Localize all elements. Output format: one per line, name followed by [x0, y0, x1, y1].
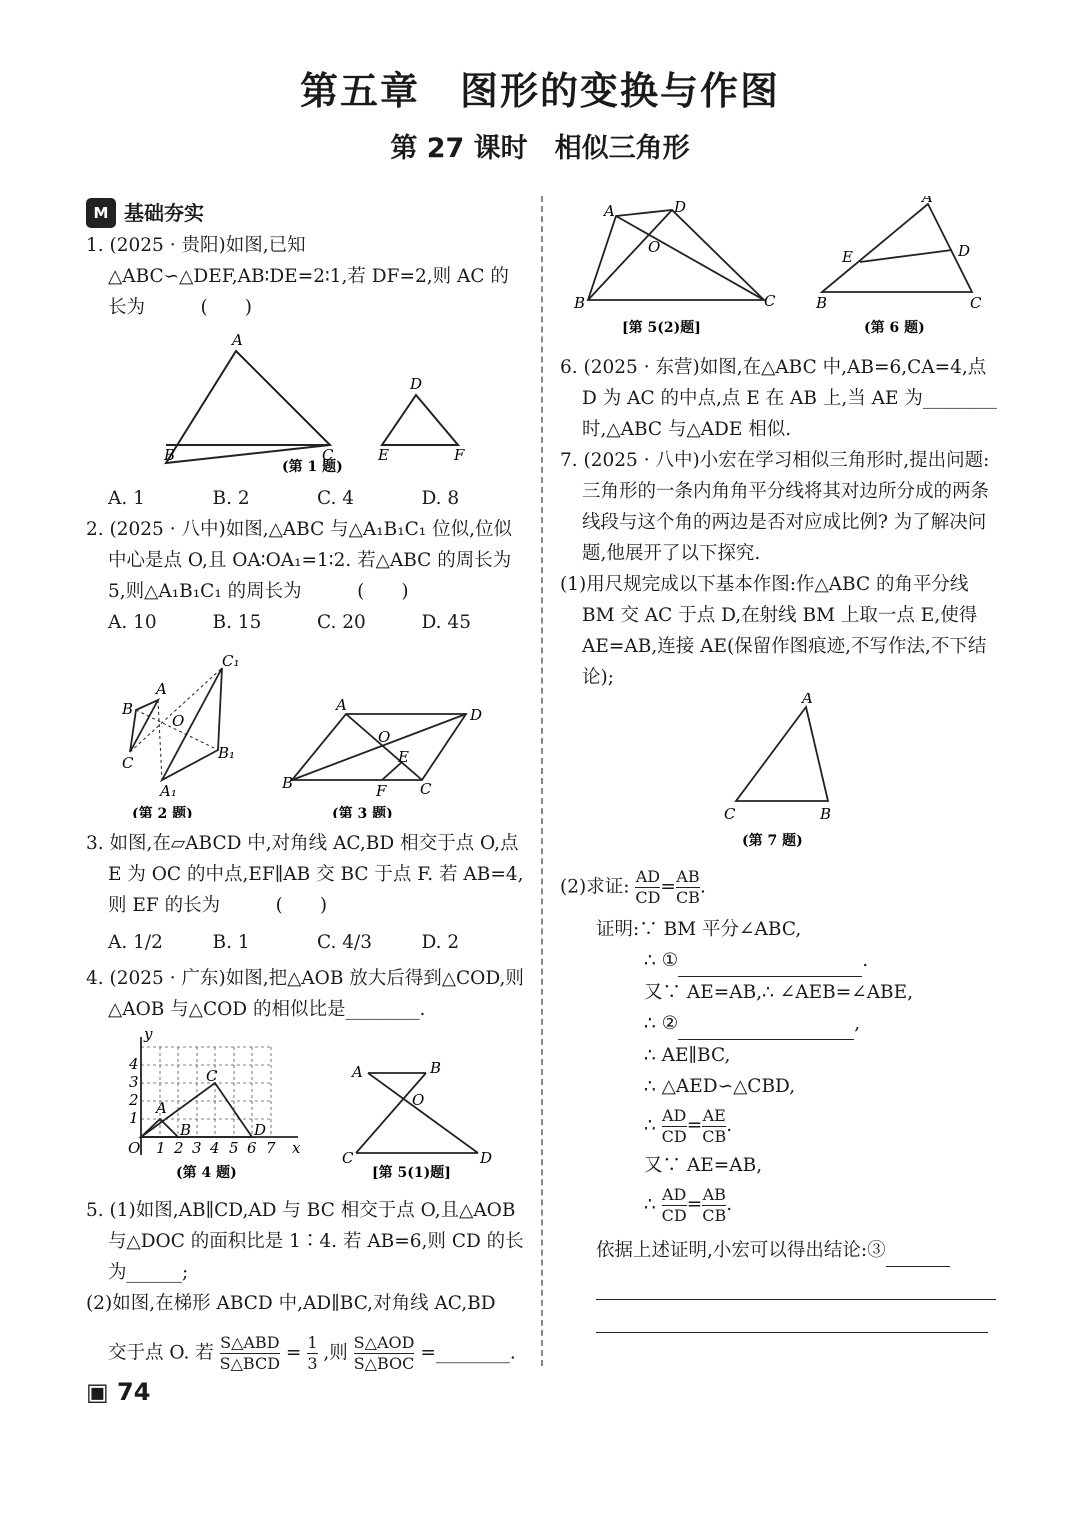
dash-cc1 — [130, 668, 222, 752]
denominator: CB — [702, 1126, 727, 1146]
fraction-ad-cd — [662, 1106, 687, 1147]
question-4-stem: 4. (2025 · 广东)如图,把△AOB 放大后得到△COD,则△AOB 与△COD 的相似比是________. — [86, 968, 524, 1020]
svg-text:7: 7 — [266, 1139, 276, 1157]
label-a: A — [336, 696, 347, 714]
label-a: A — [232, 331, 243, 349]
question-3-stem: 3. 如图,在▱ABCD 中,对角线 AC,BD 相交于点 O,点 E 为 OC 的中点,EF∥AB 交 BC 于点 F. 若 AB=4,则 EF 的长为 ( ) — [86, 833, 524, 916]
label-e: E — [378, 446, 389, 464]
diagonal-ac — [346, 714, 422, 780]
caption-q2: (第 2 题) — [132, 806, 193, 818]
caption-q5-2: [第 5(2)题] — [622, 320, 701, 336]
fraction-ab-cb — [676, 867, 700, 908]
label-a: A — [156, 1099, 167, 1117]
right-column — [560, 196, 1000, 1333]
label-o: O — [172, 712, 185, 730]
label-c: C — [342, 1149, 354, 1167]
option-a[interactable]: A. 10 — [108, 612, 157, 633]
numerator: 1 — [307, 1333, 318, 1352]
option-b[interactable]: B. 1 — [212, 931, 250, 953]
proof-line-8: 又∵ AE=AB, — [644, 1155, 763, 1176]
svg-text:5: 5 — [229, 1139, 239, 1157]
figure-q7 — [560, 693, 1000, 853]
svg-text:1: 1 — [129, 1109, 139, 1127]
option-c[interactable]: C. 4/3 — [317, 931, 373, 953]
label-x: x — [292, 1139, 301, 1157]
svg-text:2: 2 — [174, 1139, 184, 1157]
figure-q2-q3 — [86, 638, 526, 818]
label-a1: A₁ — [160, 782, 177, 800]
figure-q1 — [86, 323, 526, 473]
q5-equals: = — [285, 1342, 302, 1364]
numerator: AD — [662, 1184, 687, 1204]
lesson-title: 第 27 课时 相似三角形 — [390, 133, 690, 164]
fraction-s-abd-s-bcd — [220, 1333, 280, 1374]
answer-blank-3[interactable] — [886, 1235, 950, 1267]
label-c: C — [764, 292, 776, 310]
question-7-stem: 7. (2025 · 八中)小宏在学习相似三角形时,提出问题:三角形的一条内角角平分线将其对边所分成的两条线段与这个角的两边是否对应成比例? 为了解决问题,他展开了以下探究. — [560, 450, 990, 564]
caption-q4: (第 4 题) — [176, 1165, 237, 1181]
segment-bc — [356, 1073, 426, 1153]
svg-text:1: 1 — [156, 1139, 166, 1157]
proof-line-3: 又∵ AE=AB,∴ ∠AEB=∠ABE, — [644, 982, 914, 1003]
figure-q4-q5-1 — [86, 1025, 526, 1185]
label-a: A — [802, 693, 813, 707]
label-c: C — [122, 754, 134, 772]
label-d: D — [480, 1149, 493, 1167]
question-2-stem: 2. (2025 · 八中)如图,△ABC 与△A₁B₁C₁ 位似,位似中心是点 O,且 OA∶OA₁=1∶2. 若△ABC 的周长为 5,则△A₁B₁C₁ 的周长为 ( ) — [86, 519, 512, 602]
question-6-stem: 6. (2025 · 东营)如图,在△ABC 中,AB=6,CA=4,点 D 为 AC 的中点,点 E 在 AB 上,当 AE 为________时,△ABC 与△ADE 相似. — [560, 357, 997, 440]
fraction-ad-cd — [635, 867, 660, 908]
proof-line-7: ∴ $\frac{AD}{CD}$ = $\frac{AE}{CB}$ . — [644, 1105, 733, 1146]
denominator: S△BCD — [219, 1354, 281, 1373]
caption-q6: (第 6 题) — [864, 320, 925, 336]
question-5-part1: 5. (1)如图,AB∥CD,AD 与 BC 相交于点 O,且△AOB 与△DOC 的面积比是 1∶4. 若 AB=6,则 CD 的长为______; — [86, 1200, 524, 1283]
options-q2 — [86, 607, 526, 638]
denominator: CD — [661, 1205, 687, 1225]
question-7-part2: (2)求证: $\frac{AD}{CD}$ = $\frac{AB}{CB}$ . — [560, 867, 706, 907]
options-q1 — [86, 483, 526, 514]
svg-text:3: 3 — [129, 1073, 139, 1091]
label-d: D — [674, 198, 687, 216]
numerator: AD — [662, 1105, 687, 1125]
question-7-part1: (1)用尺规完成以下基本作图:作△ABC 的角平分线 BM 交 AC 于点 D,在射线 BM 上取一点 E,使得 AE=AB,连接 AE(保留作图痕迹,不写作法,不下结论); — [560, 574, 987, 688]
left-column — [86, 196, 526, 1374]
label-b: B — [122, 700, 134, 718]
fraction-one-third — [307, 1333, 317, 1374]
column-divider — [541, 196, 543, 1366]
answer-blank-1[interactable] — [678, 945, 862, 977]
svg-text:6: 6 — [247, 1139, 257, 1157]
svg-text:3: 3 — [192, 1139, 202, 1157]
svg-text:2: 2 — [129, 1091, 139, 1109]
label-b: B — [430, 1059, 442, 1077]
numerator: S△ABD — [220, 1333, 280, 1352]
dash-aa1 — [158, 700, 162, 780]
label-d: D — [410, 375, 423, 393]
label-f: F — [454, 446, 465, 464]
proof-line-6: ∴ △AED∽△CBD, — [644, 1076, 796, 1097]
figure-q5-2-q6 — [560, 196, 1000, 342]
question-1-stem: 1. (2025 · 贵阳)如图,已知△ABC∽△DEF,AB∶DE=2∶1,若 DF=2,则 AC 的长为 ( ) — [86, 235, 509, 318]
options-q3 — [86, 921, 526, 963]
label-b: B — [816, 294, 828, 312]
answer-blank-2[interactable] — [678, 1008, 854, 1040]
proof-line-2: ∴ ① . — [560, 945, 1000, 977]
option-b[interactable]: B. 15 — [212, 612, 262, 633]
answer-line-1[interactable] — [596, 1281, 996, 1300]
option-d[interactable]: D. 45 — [421, 612, 471, 633]
label-a: A — [352, 1063, 363, 1081]
caption-q3: (第 3 题) — [332, 806, 393, 818]
conclusion-text: 依据上述证明,小宏可以得出结论:③ — [596, 1240, 886, 1261]
denominator: CB — [675, 888, 700, 907]
option-c[interactable]: C. 20 — [317, 612, 366, 633]
triangle-abc — [166, 351, 330, 463]
triangle-abc — [736, 707, 828, 801]
proof-block — [560, 914, 1000, 1333]
proof-line-5: ∴ AE∥BC, — [644, 1045, 731, 1066]
question-5-part2: (2)如图,在梯形 ABCD 中,AD∥BC,对角线 AC,BD — [86, 1293, 496, 1314]
label-o: O — [412, 1091, 425, 1109]
label-c: C — [206, 1067, 218, 1085]
option-b[interactable]: B. 2 — [212, 488, 250, 509]
option-d[interactable]: D. 2 — [421, 931, 460, 953]
label-a: A — [922, 196, 933, 206]
segment-ed — [860, 250, 952, 262]
label-b: B — [180, 1121, 192, 1139]
conclusion-line — [560, 1235, 1000, 1267]
numerator: AE — [702, 1105, 726, 1125]
label-a: A — [156, 680, 167, 698]
triangle-a1b1c1 — [162, 668, 222, 780]
proof-line-9: ∴ $\frac{AD}{CD}$ = $\frac{AB}{CB}$ . — [644, 1184, 733, 1225]
section-header — [86, 196, 526, 230]
label-d: D — [254, 1121, 267, 1139]
denominator: S△BOC — [353, 1354, 415, 1373]
q5-text-a: 交于点 O. 若 — [108, 1342, 214, 1364]
fraction-ae-cb — [702, 1106, 726, 1147]
proof-line-4: ∴ ② , — [560, 1008, 1000, 1040]
label-c: C — [322, 446, 334, 464]
option-a[interactable]: A. 1 — [108, 488, 145, 509]
label-d: D — [958, 242, 971, 260]
proof-step-1: ∴ ① — [644, 950, 679, 971]
trapezoid-abcd — [588, 210, 764, 300]
denominator: CD — [661, 1126, 687, 1146]
label-a: A — [604, 202, 615, 220]
numerator: AD — [635, 867, 661, 886]
numerator: AB — [676, 867, 700, 886]
answer-blank-q5-2[interactable]: =________. — [420, 1342, 516, 1364]
label-b: B — [820, 805, 832, 823]
label-b: B — [164, 446, 176, 464]
numerator: AB — [702, 1184, 726, 1204]
section-icon: M — [86, 198, 116, 228]
q5-text-c: ,则 — [323, 1342, 348, 1364]
numerator: S△AOD — [353, 1333, 415, 1352]
proof-step-2: ∴ ② — [644, 1013, 679, 1034]
label-d: D — [470, 706, 483, 724]
label-c: C — [970, 294, 982, 312]
fraction-ab-cb — [702, 1185, 726, 1226]
segment-ad — [368, 1073, 478, 1153]
option-c[interactable]: C. 4 — [317, 488, 355, 509]
caption-q7: (第 7 题) — [742, 833, 803, 849]
q7-p2-label: (2)求证: — [560, 876, 630, 898]
denominator: CD — [635, 888, 661, 907]
caption-q5-1: [第 5(1)题] — [372, 1165, 451, 1181]
proof-line-1: 证明:∵ BM 平分∠ABC, — [596, 919, 802, 940]
caption-q1: (第 1 题) — [282, 459, 343, 473]
fraction-s-aod-s-boc — [354, 1333, 415, 1374]
label-o: O — [648, 238, 661, 256]
label-e: E — [398, 748, 409, 766]
label-y: y — [144, 1025, 153, 1043]
label-e: E — [842, 248, 853, 266]
triangle-abc-small — [130, 700, 158, 752]
option-d[interactable]: D. 8 — [421, 488, 460, 509]
label-b: B — [282, 774, 294, 792]
label-f: F — [376, 782, 387, 800]
axis-ticks — [128, 1055, 276, 1157]
fraction-ad-cd — [662, 1185, 687, 1226]
label-b: B — [574, 294, 586, 312]
option-a[interactable]: A. 1/2 — [108, 931, 163, 953]
chapter-title: 第五章 图形的变换与作图 — [299, 69, 780, 113]
page-number-value: 74 — [117, 1378, 151, 1406]
question-5-part3 — [108, 1333, 526, 1374]
section-label: 基础夯实 — [124, 200, 204, 225]
answer-line-2[interactable] — [596, 1314, 988, 1333]
label-o: O — [128, 1139, 141, 1157]
svg-text:4: 4 — [210, 1139, 220, 1157]
triangle-def — [382, 395, 458, 445]
page-number: ▣ 74 — [86, 1378, 151, 1406]
label-c: C — [420, 780, 432, 798]
denominator: CB — [702, 1205, 727, 1225]
svg-text:4: 4 — [129, 1055, 139, 1073]
label-c: C — [724, 805, 736, 823]
triangle-aob — [141, 1119, 178, 1137]
label-o: O — [378, 728, 391, 746]
label-b1: B₁ — [218, 744, 236, 762]
label-c1: C₁ — [222, 652, 240, 670]
denominator: 3 — [307, 1354, 318, 1373]
